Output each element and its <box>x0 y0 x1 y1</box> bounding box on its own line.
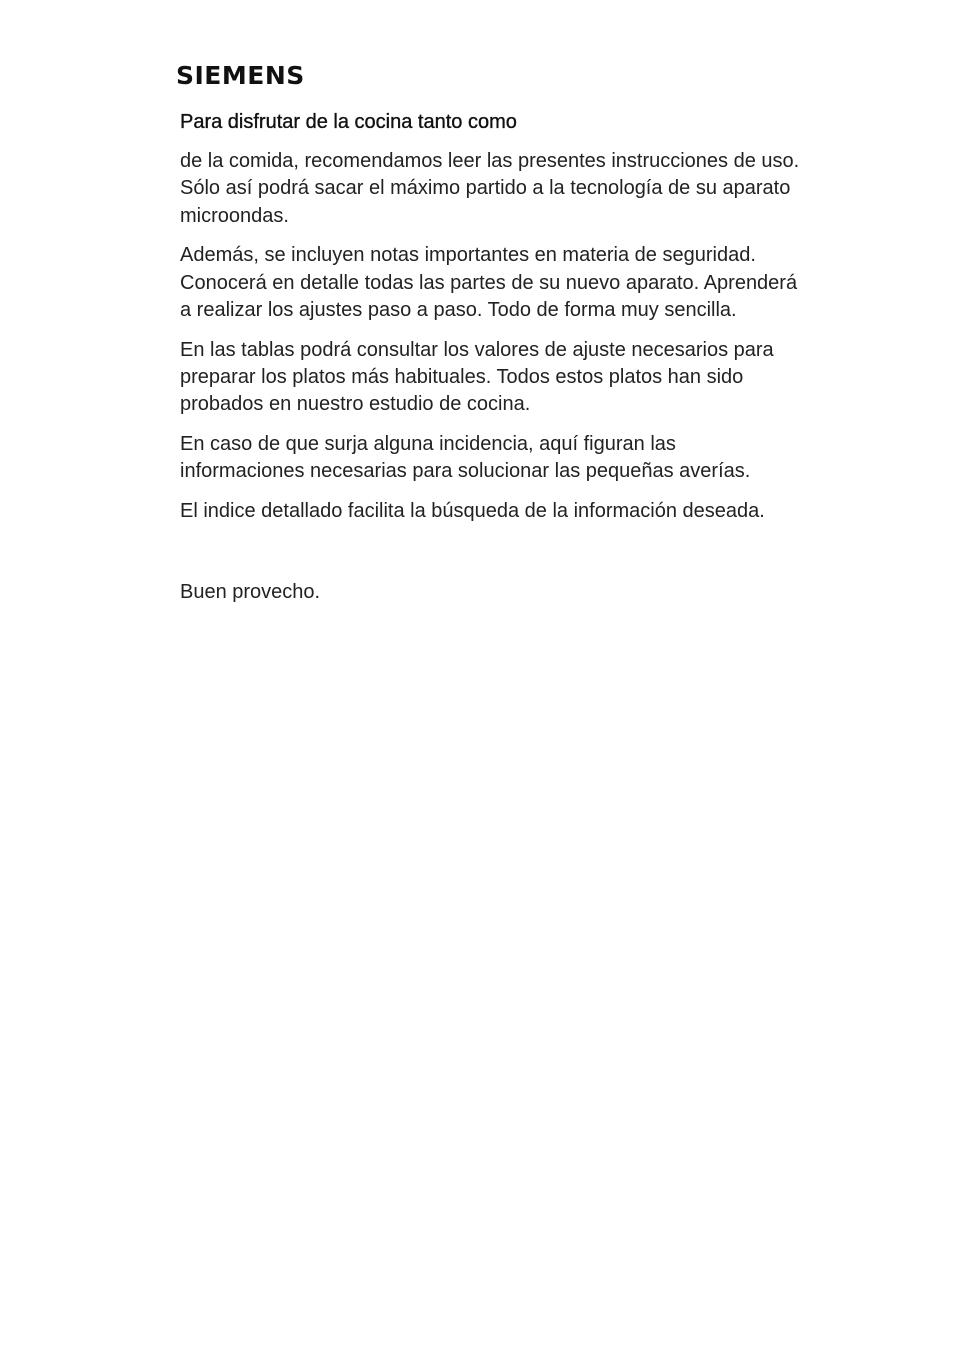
closing-line: Buen provecho. <box>180 580 321 603</box>
paragraph-safety-notes: Además, se incluyen notas importantes en materia de seguridad. Conocerá en detalle todas las partes de su nuevo aparato. Aprenderá a realizar los ajustes paso a paso. Todo de forma muy sencilla. <box>180 244 798 321</box>
intro-heading: Para disfrutar de la cocina tanto como <box>180 111 517 133</box>
paragraph-index: El indice detallado facilita la búsqueda de la información deseada. <box>180 500 765 523</box>
paragraph-reading-recommendation: de la comida, recomendamos leer las presentes instrucciones de uso. Sólo así podrá sacar el máximo partido a la tecnología de su aparato microondas. <box>180 150 800 227</box>
intro-section <box>180 108 800 606</box>
paragraph-tables: En las tablas podrá consultar los valores de ajuste necesarios para preparar los platos más habituales. Todos estos platos han sido probados en nuestro estudio de cocina. <box>180 338 774 416</box>
siemens-logo: SIEMENS <box>176 61 305 90</box>
paragraph-troubleshooting: En caso de que surja alguna incidencia, aquí figuran las informaciones necesarias para solucionar las pequeñas averías. <box>180 433 751 483</box>
